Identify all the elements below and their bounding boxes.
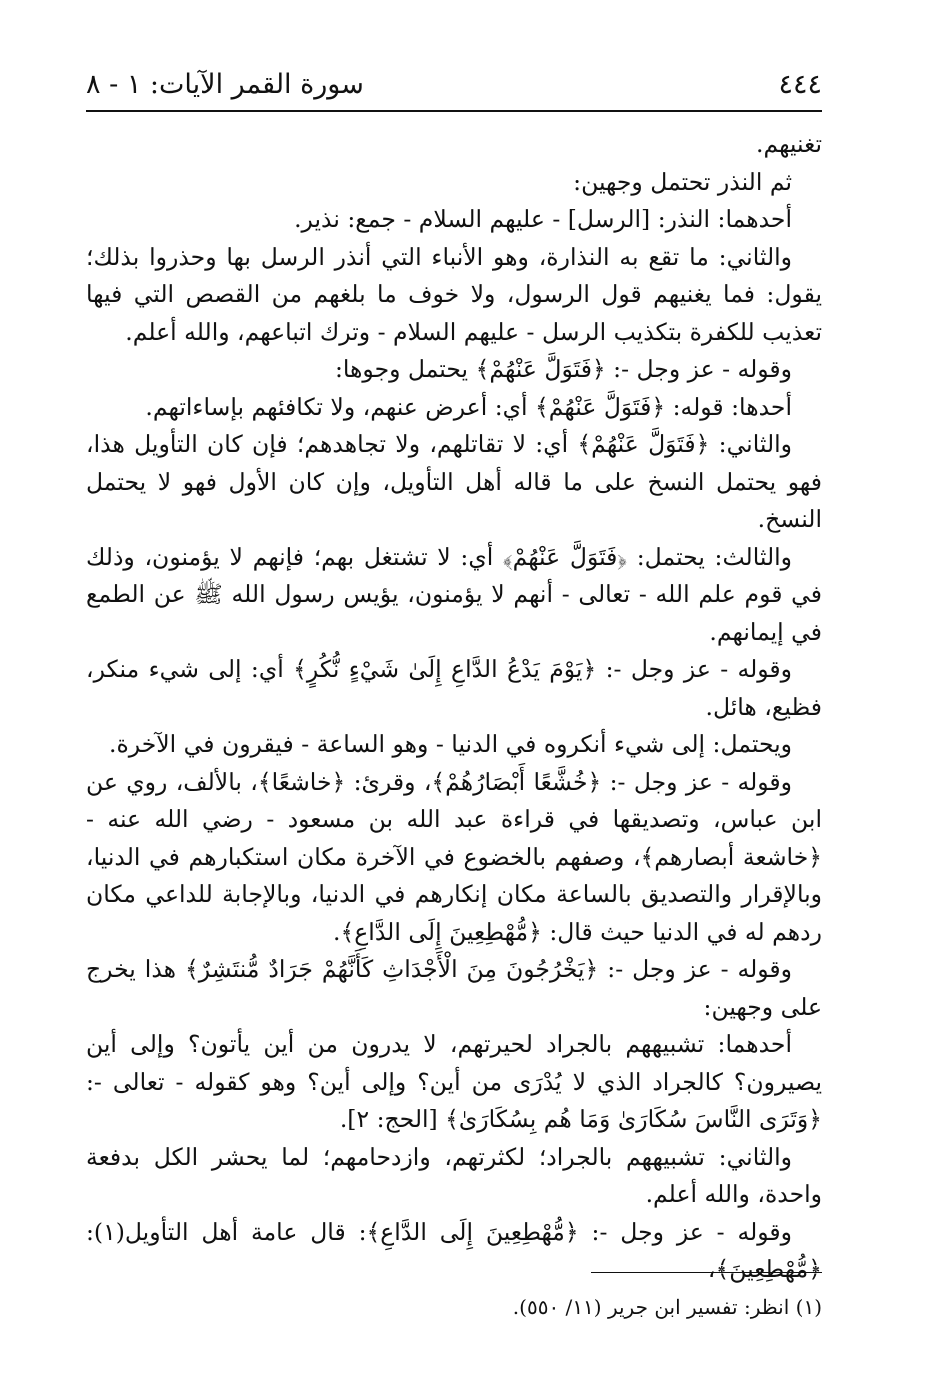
paragraph: وقوله - عز وجل -: ﴿فَتَوَلَّ عَنْهُمْ﴾ يحتمل وجوها:: [334, 355, 792, 383]
paragraph: أحدهما: تشبيههم بالجراد لحيرتهم، لا يدرون من أين يأتون؟ وإلى أين يصيرون؟ كالجراد الذي لا يُدْرَى من أين؟ وإلى أين؟ وهو كقوله - تعالى -: ﴿وَتَرَى النَّاسَ سُكَارَىٰ وَمَا هُم بِسُكَارَىٰ﴾ [الحج: ٢].: [86, 1030, 822, 1133]
page-header: [86, 64, 822, 100]
page-number: ٤٤٤: [778, 69, 822, 100]
paragraph: والثاني: تشبيههم بالجراد؛ لكثرتهم، وازدحامهم؛ لما يحشر الكل بدفعة واحدة، والله أعلم.: [86, 1142, 822, 1208]
paragraph: والثالث: يحتمل: ﴿فَتَوَلَّ عَنْهُمْ﴾ أي: لا تشتغل بهم؛ فإنهم لا يؤمنون، وذلك في قوم علم الله - تعالى - أنهم لا يؤمنون، يؤيس رسول الله ﷺ عن الطمع في إيمانهم.: [86, 542, 822, 646]
paragraph: والثاني: ﴿فَتَوَلَّ عَنْهُمْ﴾ أي: لا تقاتلهم، ولا تجاهدهم؛ فإن كان التأويل هذا، فهو يحتمل النسخ على ما قاله أهل التأويل، وإن كان الأول فهو لا يحتمل النسخ.: [86, 430, 822, 533]
paragraph: وقوله - عز وجل -: ﴿خُشَّعًا أَبْصَارُهُمْ﴾، وقرئ: ﴿خاشعًا﴾، بالألف، روي عن ابن عباس، وتصديقها في قراءة عبد الله بن مسعود - رضي الله عنه - ﴿خاشعة أبصارهم﴾، وصفهم بالخضوع في الآخرة مكان استكبارهم في الدنيا، وبالإقرار والتصديق بالساعة مكان إنكارهم في الدنيا، وبالإجابة للداعي مكان ردهم له في الدنيا حيث قال: ﴿مُّهْطِعِينَ إِلَى الدَّاعِ﴾.: [86, 767, 822, 946]
footnote: (١) انظر: تفسير ابن جرير (١١/ ٥٥٠).: [512, 1295, 822, 1319]
running-title: سورة القمر الآيات: ١ - ٨: [86, 69, 364, 100]
paragraph: تغنيهم.: [755, 130, 822, 158]
paragraph: أحدها: قوله: ﴿فَتَوَلَّ عَنْهُمْ﴾ أي: أعرض عنهم، ولا تكافئهم بإساءاتهم.: [145, 392, 792, 421]
footnote-divider: [591, 1272, 822, 1273]
paragraph: ثم النذر تحتمل وجهين:: [573, 167, 792, 196]
paragraph: والثاني: ما تقع به النذارة، وهو الأنباء التي أنذر الرسل بها وحذروا بذلك؛ يقول: فما يغنيهم قول الرسول، ولا خوف ما بلغهم من القصص التي فيها تعذيب للكفرة بتكذيب الرسل - عليهم السلام - وترك اتباعهم، والله أعلم.: [86, 242, 822, 346]
paragraph: أحدهما: النذر: [الرسل] - عليهم السلام - جمع: نذير.: [294, 205, 792, 233]
paragraph: ويحتمل: إلى شيء أنكروه في الدنيا - وهو الساعة - فيقرون في الآخرة.: [108, 730, 792, 758]
paragraph: وقوله - عز وجل -: ﴿يَخْرُجُونَ مِنَ الْأَجْدَاثِ كَأَنَّهُمْ جَرَادٌ مُّنتَشِرٌ﴾ هذا يخرج على وجهين:: [86, 955, 822, 1021]
header-divider: [86, 110, 822, 112]
main-text: [86, 126, 822, 1289]
paragraph: وقوله - عز وجل -: ﴿يَوْمَ يَدْعُ الدَّاعِ إِلَىٰ شَيْءٍ نُّكُرٍ﴾ أي: إلى شيء منكر، فظيع، هائل.: [86, 655, 822, 721]
paragraph: وقوله - عز وجل -: ﴿مُّهْطِعِينَ إِلَى الدَّاعِ﴾: قال عامة أهل التأويل(١): ﴿مُّهْطِعِينَ﴾،: [86, 1217, 822, 1283]
